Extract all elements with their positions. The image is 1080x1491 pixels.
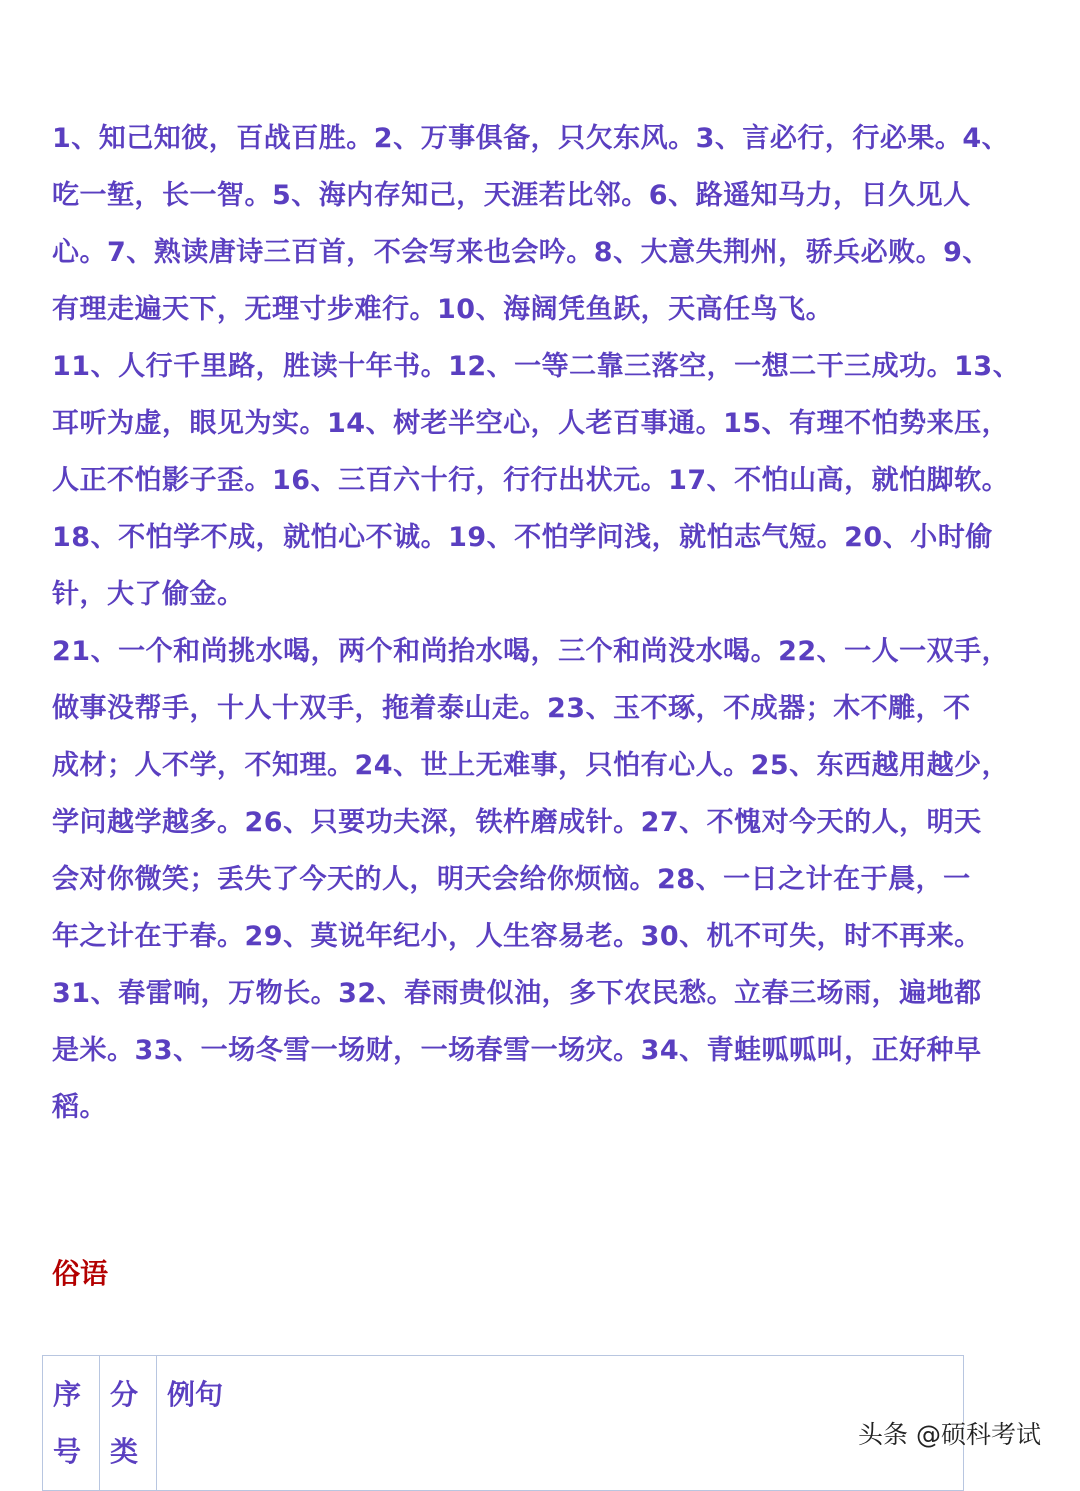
text-line: 21、一个和尚挑水喝，两个和尚抬水喝，三个和尚没水喝。22、一人一双手， [52,636,1010,667]
paragraph-11-20 [52,338,1042,623]
header-index: 序号 [43,1356,100,1491]
header-category: 分类 [100,1356,157,1491]
text-line: 针，大了偷金。 [52,579,245,610]
header-example: 例句 [157,1356,964,1491]
text-line: 年之计在于春。29、莫说年纪小，人生容易老。30、机不可失，时不再来。 [52,921,982,952]
text-line: 心。7、熟读唐诗三百首，不会写来也会吟。8、大意失荆州，骄兵必败。9、 [52,237,990,268]
text-line: 是米。33、一场冬雪一场财，一场春雪一场灾。34、青蛙呱呱叫，正好种早 [52,1035,982,1066]
text-line: 人正不怕影子歪。16、三百六十行，行行出状元。17、不怕山高，就怕脚软。 [52,465,1010,496]
text-line: 吃一堑，长一智。5、海内存知己，天涯若比邻。6、路遥知马力，日久见人 [52,180,971,211]
section-heading: 俗语 [52,1257,109,1290]
table-header-row [43,1356,964,1491]
text-line: 做事没帮手，十人十双手，拖着泰山走。23、玉不琢，不成器；木不雕，不 [52,693,971,724]
text-line: 有理走遍天下，无理寸步难行。10、海阔凭鱼跃，天高任鸟飞。 [52,294,834,325]
text-line: 稻。 [52,1092,107,1123]
proverb-table [42,1355,964,1491]
text-line: 11、人行千里路，胜读十年书。12、一等二靠三落空，一想二干三成功。13、 [52,351,1021,382]
paragraph-1-10 [52,110,1042,338]
text-line: 耳听为虚，眼见为实。14、树老半空心，人老百事通。15、有理不怕势来压， [52,408,1010,439]
text-line: 1、知己知彼，百战百胜。2、万事俱备，只欠东风。3、言必行，行必果。4、 [52,123,1010,154]
text-line: 成材；人不学，不知理。24、世上无难事，只怕有心人。25、东西越用越少， [52,750,1010,781]
text-line: 31、春雷响，万物长。32、春雨贵似油，多下农民愁。立春三场雨，遍地都 [52,978,982,1009]
watermark: 头条 @硕科考试 [858,1420,1041,1449]
paragraph-21-34 [52,623,1042,1136]
text-line: 会对你微笑；丢失了今天的人，明天会给你烦恼。28、一日之计在于晨，一 [52,864,971,895]
proverb-list [52,110,1042,1136]
text-line: 学问越学越多。26、只要功夫深，铁杵磨成针。27、不愧对今天的人，明天 [52,807,982,838]
text-line: 18、不怕学不成，就怕心不诚。19、不怕学问浅，就怕志气短。20、小时偷 [52,522,993,553]
